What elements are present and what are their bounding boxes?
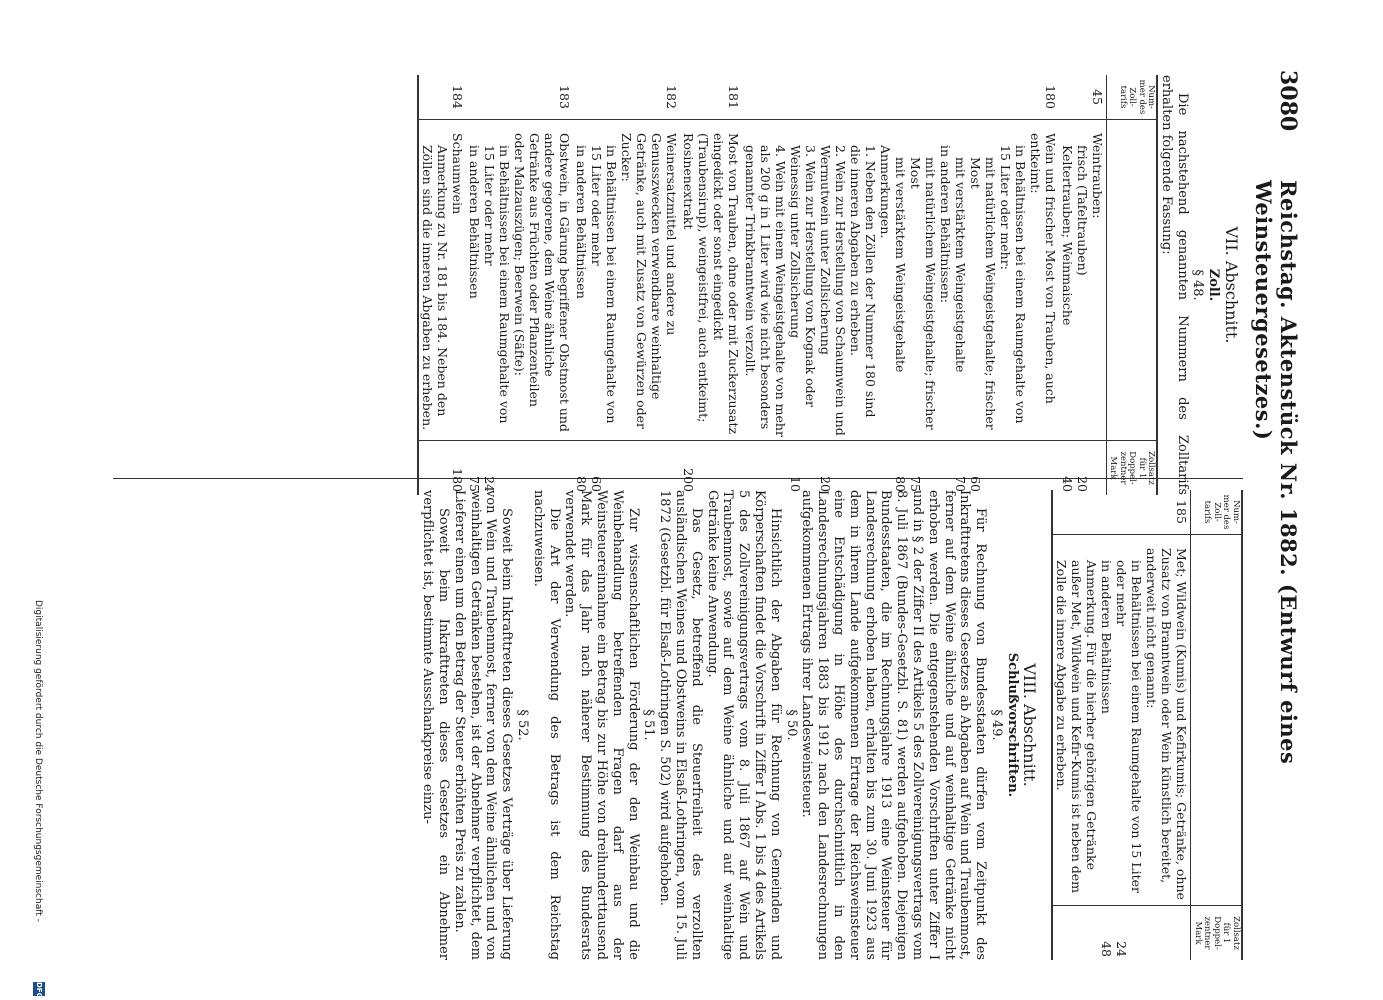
paragraph-51-text-1: Zur wissenschaftlichen Förderung der den Weinbau und die Weinbehandlung betreffenden Fragen darf aus der Weinsteuereinnahme ein Betrag bis zur Höhe von dreihunderttausend Mark für das Jahr nach näherer Bestimmung des Bundesrats verwendet werden. bbox=[562, 490, 641, 960]
tariff-number: 185 bbox=[1053, 490, 1192, 535]
right-column bbox=[419, 490, 1243, 960]
tariff-line: Obstwein, in Gärung begriffener Obstmost und andere gegorene, dem Weine ähnliche Getränke aus Früchten oder Pflanzenteilen oder Malzauszügen; Beerwein (Säfte): bbox=[511, 133, 572, 432]
tariff-line: mit natürlichem Weingeistgehalte; frischer Most bbox=[967, 157, 998, 430]
tariff-number: 181 bbox=[725, 85, 741, 109]
tariff-rate: 20 bbox=[817, 476, 833, 492]
tariff-rate: 24 bbox=[1114, 941, 1130, 957]
tariff-rate: 80 bbox=[892, 476, 908, 492]
tariff-rates bbox=[1053, 906, 1192, 961]
tariff-rate bbox=[1028, 444, 1058, 492]
tariff-description bbox=[573, 120, 680, 441]
tariff-line: in Behältnissen bei einem Raumgehalte von 15 Liter oder mehr bbox=[481, 145, 512, 424]
tariff-row bbox=[1053, 490, 1192, 960]
tariff-row bbox=[418, 75, 466, 495]
tariff-table-left bbox=[417, 75, 1159, 495]
page-title: Reichstag. Aktenstück Nr. 1882. (Entwurf eines Weinsteuergesetzes.) bbox=[1251, 180, 1301, 765]
tariff-table-right bbox=[1052, 490, 1244, 960]
tariff-rate bbox=[420, 444, 450, 492]
section-viii-subtitle: Schlußvorschriften. bbox=[1004, 652, 1020, 798]
tariff-header-desc bbox=[1106, 120, 1157, 441]
tariff-description bbox=[742, 120, 1059, 441]
paragraph-52-text-1: Soweit beim Inkrafttreten dieses Gesetzes Verträge über Lieferung von Wein und Traubenmost, ferner von dem Weine ähnlichen und von weinhaltigen Getränken bestehen, ist der Abnehmer verpflichtet, dem Lieferer einen um den Betrag der Steuer erhöhten Preis zu zahlen. bbox=[451, 490, 515, 960]
tariff-line: in anderen Behältnissen bbox=[466, 145, 482, 299]
paragraph-52-number: § 52. bbox=[515, 709, 530, 741]
tariff-rate: 10 bbox=[787, 476, 803, 492]
tariff-line: mit natürlichem Weingeistgehalte; frischer Most bbox=[907, 157, 938, 430]
tariff-number: 184 bbox=[418, 75, 466, 120]
tariff-rows-left bbox=[418, 75, 1107, 495]
paragraph-48-intro: Die nachstehend genannten Nummern des Zolltarifs erhalten folgende Fassung: bbox=[1158, 75, 1190, 495]
tariff-rate bbox=[938, 444, 953, 492]
tariff-number: 180 bbox=[1042, 85, 1058, 109]
tariff-rates bbox=[418, 441, 466, 496]
tariff-line: in Behältnissen bei einem Raumgehalte von 15 Liter oder mehr bbox=[1114, 560, 1145, 894]
tariff-rate: 20 bbox=[1074, 476, 1090, 492]
section-vii-title: VII. Abschnitt. bbox=[1222, 226, 1241, 344]
tariff-rate bbox=[512, 444, 572, 492]
section-viii-title: VIII. Abschnitt. bbox=[1020, 663, 1040, 787]
tariff-description bbox=[466, 120, 573, 441]
tariff-row bbox=[680, 75, 742, 495]
paragraph-50-text-1: Hinsichtlich der Abgaben für Rechnung von Gemeinden und Körperschaften findet die Vorschrift in Ziffer I Abs. 1 bis 4 des Artikels 5 des Zollvereinigungsvertrags vom 8. Juli 1867 auf Wein und Traubenmost, sowie auf dem Weine ähnliche und auf weinhaltige Getränke keine Anwendung. bbox=[704, 490, 783, 960]
tariff-rate bbox=[743, 444, 788, 492]
tariff-line: Most von Trauben, ohne oder mit Zuckerzusatz eingedickt oder sonst eingedickt (Traubensirup), weingeistfrei, auch entkeimt; Rosinenextrakt bbox=[680, 133, 741, 435]
tariff-rate bbox=[998, 444, 1028, 492]
page-header bbox=[1251, 70, 1303, 980]
tariff-line: Anmerkung. Für die hierher gehörigen Getränke außer Met, Wildwein und Kefir-Kumis ist neben dem Zolle die innere Abgabe zu erheben. bbox=[1054, 560, 1100, 894]
tariff-rate: 200 bbox=[680, 468, 696, 492]
tariff-line: in Behältnissen bei einem Raumgehalte von 15 Liter oder mehr: bbox=[997, 145, 1028, 424]
tariff-number: 182 bbox=[663, 85, 679, 109]
tariff-description bbox=[1059, 120, 1107, 441]
tariff-line: Wein und frischer Most von Trauben, auch entkeimt: bbox=[1027, 133, 1058, 404]
tariff-line: 2. Wein zur Herstellung von Schaumwein und Wermutwein unter Zollsicherung bbox=[817, 145, 848, 436]
tariff-rate: 70 bbox=[952, 476, 968, 492]
tariff-line: in anderen Behältnissen bbox=[1099, 560, 1115, 714]
tariff-header-rate: Zollsatz für 1 Doppelzentner Mark bbox=[1191, 906, 1242, 961]
paragraph-50-text-2: Das Gesetz, betreffend die Steuerfreiheit des verzollten ausländischen Weines und Obstweins in Elsaß-Lothringen, vom 15. Juli 1872 (Gesetzbl. für Elsaß-Lothringen S. 502) wird aufgehoben. bbox=[657, 490, 704, 960]
tariff-line: in anderen Behältnissen: bbox=[937, 145, 953, 303]
tariff-row bbox=[573, 75, 680, 495]
paragraph-50-number: § 50. bbox=[783, 709, 799, 741]
tariff-line: Weintrauben: bbox=[1089, 133, 1105, 219]
tariff-line: mit verstärktem Weingeistgehalte bbox=[952, 157, 968, 373]
tariff-rate bbox=[619, 444, 679, 492]
tariff-rate bbox=[878, 444, 893, 492]
tariff-rate: 75 bbox=[466, 476, 482, 492]
tariff-rate bbox=[848, 444, 878, 492]
tariff-row bbox=[742, 75, 1059, 495]
tariff-rates bbox=[466, 441, 573, 496]
tariff-header-num: Nummer des Zolltarifs bbox=[1106, 75, 1157, 120]
section-vii-subtitle: Zoll. bbox=[1206, 268, 1222, 302]
tariff-description bbox=[1053, 535, 1192, 906]
tariff-line: 4. Wein mit einem Weingeistgehalte von mehr als 200 g in 1 Liter wird wie nicht besonders genannter Trinkbranntwein verzollt. bbox=[742, 145, 788, 437]
paragraph-52-text-2: Soweit beim Inkrafttreten dieses Gesetzes ein Abnehmer verpflichtet ist, bestimmte Ausschankpreise einzu- bbox=[420, 490, 452, 960]
tariff-rates bbox=[680, 441, 742, 496]
tariff-rate bbox=[1145, 909, 1190, 957]
paragraph-48-number: § 48. bbox=[1190, 269, 1206, 301]
tariff-rows-right bbox=[1053, 490, 1192, 960]
tariff-rate: 180 bbox=[449, 468, 465, 492]
tariff-row bbox=[466, 75, 573, 495]
tariff-rate: 48 bbox=[1099, 941, 1115, 957]
tariff-line: Schaumwein bbox=[449, 133, 465, 215]
tariff-rate: 80 bbox=[573, 476, 589, 492]
tariff-number: 45 bbox=[1089, 89, 1105, 105]
tariff-rate: 75 bbox=[907, 476, 923, 492]
tariff-header-num: Nummer des Zolltarifs bbox=[1191, 490, 1242, 535]
tariff-number: 183 bbox=[556, 85, 572, 109]
tariff-header-desc bbox=[1191, 535, 1242, 906]
tariff-line: Anmerkungen. bbox=[877, 145, 893, 239]
tariff-description bbox=[680, 120, 742, 441]
tariff-rate bbox=[1090, 444, 1105, 492]
tariff-rate: 24 bbox=[481, 476, 497, 492]
tariff-row bbox=[1059, 75, 1107, 495]
tariff-rates bbox=[1059, 441, 1107, 496]
tariff-line: Anmerkung zu Nr. 181 bis 184. Neben den Zöllen sind die inneren Abgaben zu erheben. bbox=[419, 145, 450, 431]
tariff-rate: 40 bbox=[1059, 476, 1075, 492]
tariff-line: in anderen Behältnissen bbox=[573, 145, 589, 299]
tariff-description bbox=[418, 120, 466, 441]
paragraph-51-number: § 51. bbox=[641, 709, 657, 741]
tariff-line: 3. Wein zur Herstellung von Kognak oder Weinessig unter Zollsicherung bbox=[787, 145, 818, 408]
tariff-line: Weinersatzmittel und andere zu Genusszwecken verwendbare weinhaltige Getränke, auch mit Zusatz von Gewürzen oder Zucker: bbox=[618, 133, 679, 429]
tariff-rates bbox=[573, 441, 680, 496]
tariff-line: frisch (Tafeltrauben) bbox=[1074, 145, 1090, 276]
tariff-line: 1. Neben den Zöllen der Nummer 180 sind die inneren Abgaben zu erheben. bbox=[847, 145, 878, 418]
dfg-logo: DFG bbox=[35, 982, 43, 999]
tariff-rate: 60 bbox=[588, 476, 604, 492]
tariff-rates bbox=[742, 441, 1059, 496]
tariff-line: Met; Wildwein (Kumis) und Kefirkumis; Getränke, ohne Zusatz von Branntwein oder Wein künstlich bereitet, anderweit nicht genannt: bbox=[1144, 548, 1190, 900]
tariff-line: mit verstärktem Weingeistgehalte bbox=[892, 157, 908, 373]
tariff-rate: 60 bbox=[967, 476, 983, 492]
paragraph-51-text-2: Die Art der Verwendung des Betrags ist dem Reichstag nachzuweisen. bbox=[530, 490, 562, 960]
paragraph-49-number: § 49. bbox=[988, 709, 1004, 741]
tariff-header-rate: Zollsatz für 1 Doppelzentner Mark bbox=[1106, 441, 1157, 496]
page-number: 3080 bbox=[1275, 70, 1301, 132]
tariff-line: in Behältnissen bei einem Raumgehalte von 15 Liter oder mehr bbox=[588, 145, 619, 424]
tariff-rate bbox=[1055, 909, 1100, 957]
footer-credit: Digitalisierung gefördert durch die Deutsche Forschungsgemeinschaft - bbox=[33, 600, 43, 922]
left-column bbox=[417, 75, 1243, 495]
tariff-line: Keltertrauben; Weinmaische bbox=[1059, 145, 1075, 326]
paragraph-49-text: Für Rechnung von Bundesstaaten dürfen vom Zeitpunkt des Inkrafttretens dieses Gesetzes ab Abgaben auf Wein und Traubenmost, ferner auf dem Weine ähnliche und auf weinhaltige Getränke nicht erhoben werden. Die entgegenstehenden Vorschriften unter Ziffer I und in § 2 der Ziffer II des Artikels 5 des Zollvereinigungsvertrags vom 8. Juli 1867 (Bundes-Gesetzbl. S. 81) werden aufgehoben. Diejenigen Bundesstaaten, die im Rechnungsjahre 1913 eine Weinsteuer für Landesrechnung erhoben haben, erhalten bis zum 30. Juni 1923 aus dem in ihrem Lande aufgekommenen Ertrage der Reichsweinsteuer eine Entschädigung in Höhe des durchschnittlich in den Landesrechnungsjahren 1883 bis 1912 nach den Landesrechnungen aufgekommenen Ertrags ihrer Landesweinsteuer. bbox=[799, 490, 989, 960]
